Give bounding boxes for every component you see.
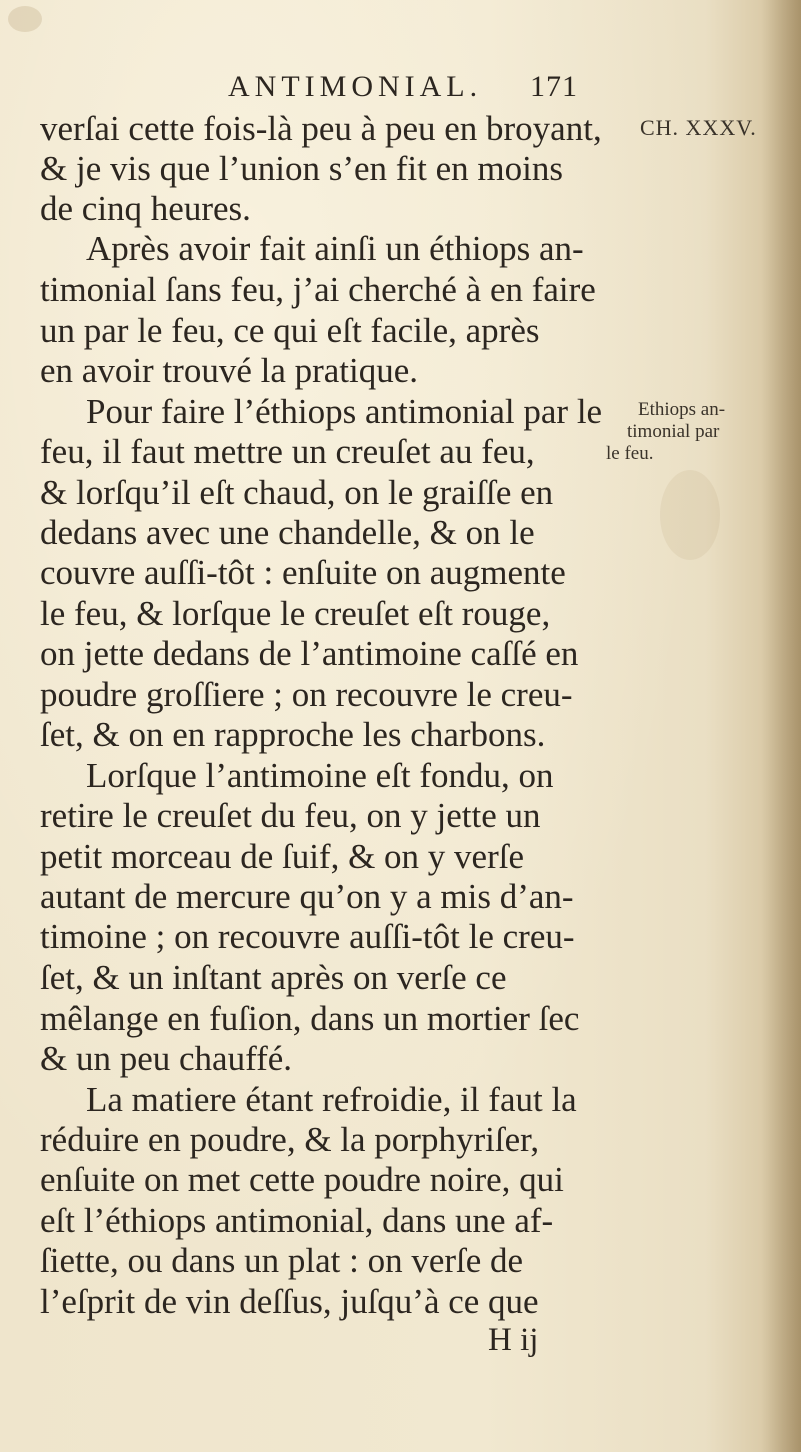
text-line: le feu, & lorſque le creuſet eſt rouge, bbox=[40, 594, 551, 633]
text-line: on jette dedans de l’antimoine caſſé en bbox=[40, 634, 579, 673]
text-line: timoine ; on recouvre auſſi-tôt le creu- bbox=[40, 917, 575, 956]
text-line: de cinq heures. bbox=[40, 189, 251, 228]
text-line: ſet, & un inſtant après on verſe ce bbox=[40, 958, 507, 997]
text-line: en avoir trouvé la pratique. bbox=[40, 351, 419, 390]
text-line: ſiette, ou dans un plat : on verſe de bbox=[40, 1241, 524, 1280]
text-line: couvre auſſi-tôt : enſuite on augmente bbox=[40, 553, 566, 592]
text-line: l’eſprit de vin deſſus, juſqu’à ce que bbox=[40, 1282, 539, 1321]
text-line: petit morceau de ſuif, & on y verſe bbox=[40, 837, 525, 876]
text-line: eſt l’éthiops antimonial, dans une af- bbox=[40, 1201, 554, 1240]
page-edge-shadow bbox=[761, 0, 801, 1452]
margin-note-line: le feu. bbox=[606, 443, 654, 464]
signature-mark: H ij bbox=[488, 1322, 539, 1358]
text-line: timonial ſans feu, j’ai cherché à en faire bbox=[40, 270, 596, 309]
text-line: ſet, & on en rapproche les charbons. bbox=[40, 715, 546, 754]
text-line: & je vis que l’union s’en fit en moins bbox=[40, 149, 563, 188]
text-line: mêlange en fuſion, dans un mortier ſec bbox=[40, 999, 580, 1038]
text-line: réduire en poudre, & la porphyriſer, bbox=[40, 1120, 540, 1159]
text-line: feu, il faut mettre un creuſet au feu, bbox=[40, 432, 535, 471]
text-line: La matiere étant refroidie, il faut la bbox=[86, 1080, 577, 1119]
text-line: retire le creuſet du feu, on y jette un bbox=[40, 796, 541, 835]
text-line: & un peu chauffé. bbox=[40, 1039, 293, 1078]
text-line: verſai cette fois-là peu à peu en broyant, bbox=[40, 109, 602, 148]
text-line: un par le feu, ce qui eſt facile, après bbox=[40, 311, 540, 350]
text-line: & lorſqu’il eſt chaud, on le graiſſe en bbox=[40, 473, 554, 512]
paper-stain bbox=[8, 6, 42, 32]
margin-note-line: Ethiops an- bbox=[638, 399, 726, 420]
margin-note-line: timonial par bbox=[627, 421, 720, 442]
running-head-title: ANTIMONIAL. bbox=[228, 70, 483, 103]
text-line: Lorſque l’antimoine eſt fondu, on bbox=[86, 756, 554, 795]
text-line: Après avoir fait ainſi un éthiops an- bbox=[86, 229, 584, 268]
margin-chapter-label: CH. XXXV. bbox=[640, 115, 757, 140]
text-line: autant de mercure qu’on y a mis d’an- bbox=[40, 877, 574, 916]
paper-stain bbox=[660, 470, 720, 560]
page-number: 171 bbox=[530, 70, 578, 103]
text-line: dedans avec une chandelle, & on le bbox=[40, 513, 535, 552]
text-line: poudre groſſiere ; on recouvre le creu- bbox=[40, 675, 573, 714]
text-line: enſuite on met cette poudre noire, qui bbox=[40, 1160, 564, 1199]
running-head bbox=[0, 70, 801, 110]
text-line: Pour faire l’éthiops antimonial par le bbox=[86, 392, 603, 431]
